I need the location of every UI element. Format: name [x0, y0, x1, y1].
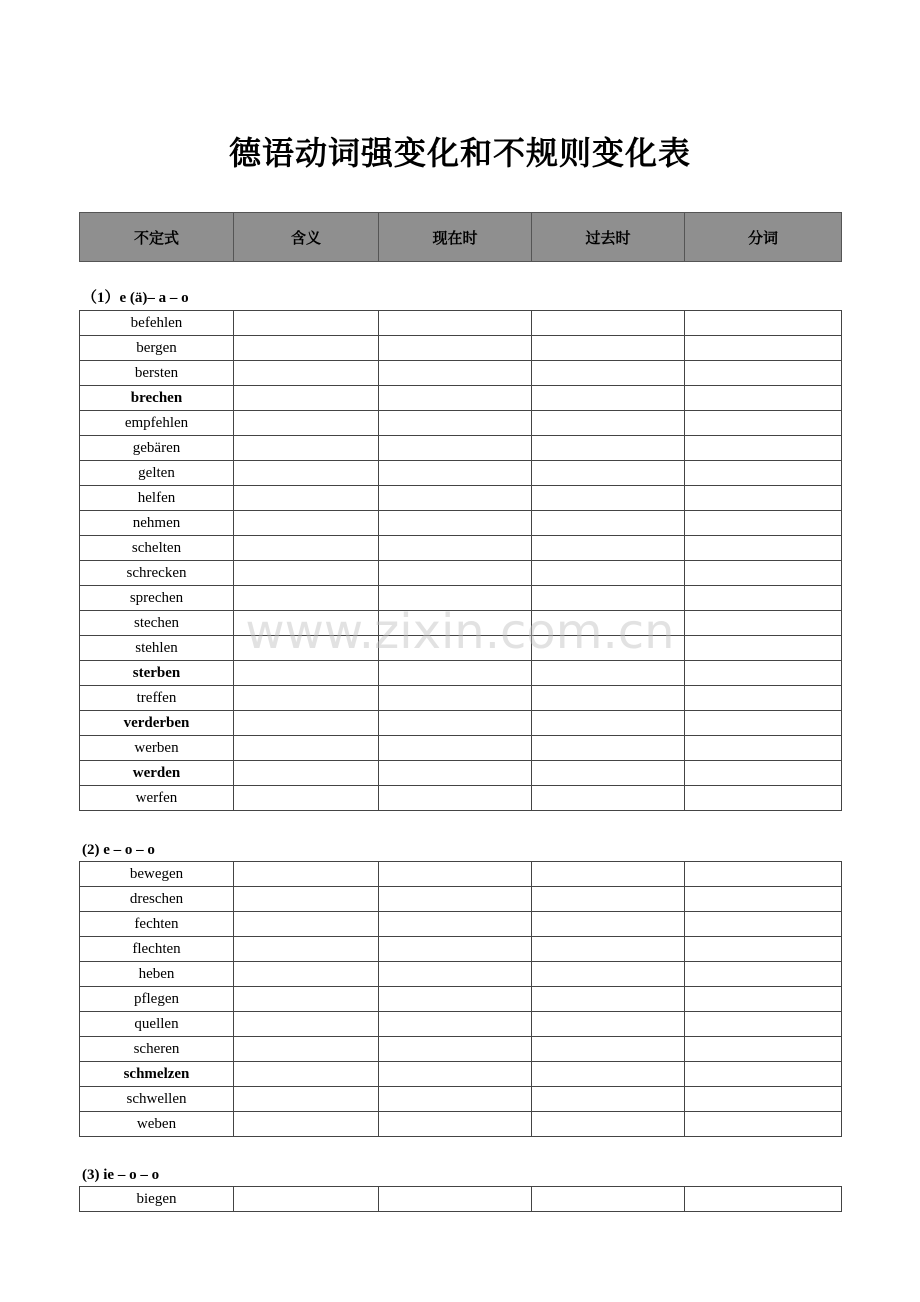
- present-cell: [379, 536, 532, 561]
- participle-cell: [685, 661, 842, 686]
- past-cell: [532, 962, 685, 987]
- past-cell: [532, 411, 685, 436]
- participle-cell: [685, 636, 842, 661]
- table-row: [80, 536, 842, 561]
- verb-table: [79, 1186, 842, 1212]
- meaning-cell: [234, 987, 379, 1012]
- meaning-cell: [234, 511, 379, 536]
- infinitive-cell: schelten: [80, 536, 234, 561]
- present-cell: [379, 311, 532, 336]
- participle-cell: [685, 561, 842, 586]
- group-label: (3) ie – o – o: [82, 1167, 160, 1183]
- participle-cell: [685, 486, 842, 511]
- verb-table: [79, 861, 842, 1137]
- participle-cell: [685, 761, 842, 786]
- meaning-cell: [234, 386, 379, 411]
- present-cell: [379, 436, 532, 461]
- infinitive-cell: stechen: [80, 611, 234, 636]
- table-row: [80, 386, 842, 411]
- table-row: [80, 1187, 842, 1212]
- table-row: [80, 436, 842, 461]
- participle-cell: [685, 912, 842, 937]
- past-cell: [532, 736, 685, 761]
- present-cell: [379, 1087, 532, 1112]
- meaning-cell: [234, 311, 379, 336]
- group-label: (2) e – o – o: [82, 842, 155, 858]
- table-row: [80, 1087, 842, 1112]
- participle-cell: [685, 436, 842, 461]
- present-cell: [379, 386, 532, 411]
- infinitive-cell: bersten: [80, 361, 234, 386]
- participle-cell: [685, 786, 842, 811]
- meaning-cell: [234, 711, 379, 736]
- participle-cell: [685, 1187, 842, 1212]
- meaning-cell: [234, 461, 379, 486]
- table-row: [80, 611, 842, 636]
- present-cell: [379, 636, 532, 661]
- past-cell: [532, 511, 685, 536]
- infinitive-cell: bergen: [80, 336, 234, 361]
- past-cell: [532, 1062, 685, 1087]
- present-cell: [379, 1112, 532, 1137]
- table-row: [80, 736, 842, 761]
- participle-cell: [685, 1087, 842, 1112]
- participle-cell: [685, 1112, 842, 1137]
- participle-cell: [685, 937, 842, 962]
- present-cell: [379, 1037, 532, 1062]
- infinitive-cell: weben: [80, 1112, 234, 1137]
- table-row: [80, 1037, 842, 1062]
- infinitive-cell: bewegen: [80, 862, 234, 887]
- present-cell: [379, 937, 532, 962]
- participle-cell: [685, 336, 842, 361]
- infinitive-cell: werfen: [80, 786, 234, 811]
- meaning-cell: [234, 1087, 379, 1112]
- table-row: [80, 411, 842, 436]
- meaning-cell: [234, 1062, 379, 1087]
- meaning-cell: [234, 1012, 379, 1037]
- infinitive-cell: fechten: [80, 912, 234, 937]
- present-cell: [379, 786, 532, 811]
- table-row: [80, 887, 842, 912]
- column-header-present: 现在时: [379, 213, 532, 262]
- past-cell: [532, 311, 685, 336]
- present-cell: [379, 887, 532, 912]
- past-cell: [532, 686, 685, 711]
- participle-cell: [685, 887, 842, 912]
- past-cell: [532, 386, 685, 411]
- past-cell: [532, 336, 685, 361]
- participle-cell: [685, 511, 842, 536]
- meaning-cell: [234, 636, 379, 661]
- table-row: [80, 786, 842, 811]
- table-row: [80, 711, 842, 736]
- table-row: [80, 962, 842, 987]
- meaning-cell: [234, 1187, 379, 1212]
- table-row: [80, 686, 842, 711]
- meaning-cell: [234, 611, 379, 636]
- present-cell: [379, 711, 532, 736]
- infinitive-cell: flechten: [80, 937, 234, 962]
- infinitive-cell: empfehlen: [80, 411, 234, 436]
- table-row: [80, 1012, 842, 1037]
- participle-cell: [685, 1037, 842, 1062]
- past-cell: [532, 536, 685, 561]
- participle-cell: [685, 711, 842, 736]
- infinitive-cell: werden: [80, 761, 234, 786]
- meaning-cell: [234, 536, 379, 561]
- present-cell: [379, 336, 532, 361]
- present-cell: [379, 511, 532, 536]
- meaning-cell: [234, 436, 379, 461]
- meaning-cell: [234, 561, 379, 586]
- infinitive-cell: schwellen: [80, 1087, 234, 1112]
- participle-cell: [685, 536, 842, 561]
- present-cell: [379, 361, 532, 386]
- infinitive-cell: biegen: [80, 1187, 234, 1212]
- present-cell: [379, 1012, 532, 1037]
- meaning-cell: [234, 686, 379, 711]
- meaning-cell: [234, 1112, 379, 1137]
- participle-cell: [685, 1062, 842, 1087]
- past-cell: [532, 786, 685, 811]
- table-row: [80, 1112, 842, 1137]
- past-cell: [532, 937, 685, 962]
- present-cell: [379, 912, 532, 937]
- table-row: [80, 486, 842, 511]
- participle-cell: [685, 962, 842, 987]
- past-cell: [532, 987, 685, 1012]
- meaning-cell: [234, 411, 379, 436]
- past-cell: [532, 611, 685, 636]
- meaning-cell: [234, 862, 379, 887]
- column-header-infinitive: 不定式: [80, 213, 234, 262]
- participle-cell: [685, 361, 842, 386]
- meaning-cell: [234, 912, 379, 937]
- present-cell: [379, 561, 532, 586]
- present-cell: [379, 1062, 532, 1087]
- past-cell: [532, 1087, 685, 1112]
- participle-cell: [685, 987, 842, 1012]
- infinitive-cell: brechen: [80, 386, 234, 411]
- past-cell: [532, 862, 685, 887]
- page-title: 德语动词强变化和不规则变化表: [228, 134, 691, 172]
- infinitive-cell: scheren: [80, 1037, 234, 1062]
- present-cell: [379, 686, 532, 711]
- present-cell: [379, 411, 532, 436]
- meaning-cell: [234, 361, 379, 386]
- past-cell: [532, 461, 685, 486]
- past-cell: [532, 1187, 685, 1212]
- infinitive-cell: verderben: [80, 711, 234, 736]
- past-cell: [532, 661, 685, 686]
- present-cell: [379, 486, 532, 511]
- past-cell: [532, 486, 685, 511]
- table-row: [80, 661, 842, 686]
- meaning-cell: [234, 336, 379, 361]
- past-cell: [532, 361, 685, 386]
- table-row: [80, 1062, 842, 1087]
- past-cell: [532, 711, 685, 736]
- past-cell: [532, 912, 685, 937]
- table-row: [80, 311, 842, 336]
- infinitive-cell: sterben: [80, 661, 234, 686]
- past-cell: [532, 636, 685, 661]
- table-row: [80, 912, 842, 937]
- present-cell: [379, 611, 532, 636]
- infinitive-cell: gebären: [80, 436, 234, 461]
- infinitive-cell: helfen: [80, 486, 234, 511]
- column-header-meaning: 含义: [234, 213, 379, 262]
- infinitive-cell: werben: [80, 736, 234, 761]
- infinitive-cell: treffen: [80, 686, 234, 711]
- table-row: [80, 937, 842, 962]
- participle-cell: [685, 736, 842, 761]
- meaning-cell: [234, 486, 379, 511]
- meaning-cell: [234, 661, 379, 686]
- present-cell: [379, 661, 532, 686]
- table-row: [80, 586, 842, 611]
- infinitive-cell: heben: [80, 962, 234, 987]
- participle-cell: [685, 411, 842, 436]
- column-header-past: 过去时: [532, 213, 685, 262]
- infinitive-cell: schmelzen: [80, 1062, 234, 1087]
- infinitive-cell: pflegen: [80, 987, 234, 1012]
- past-cell: [532, 436, 685, 461]
- present-cell: [379, 862, 532, 887]
- table-row: [80, 461, 842, 486]
- meaning-cell: [234, 962, 379, 987]
- infinitive-cell: nehmen: [80, 511, 234, 536]
- present-cell: [379, 461, 532, 486]
- past-cell: [532, 761, 685, 786]
- table-row: [80, 511, 842, 536]
- past-cell: [532, 1012, 685, 1037]
- present-cell: [379, 736, 532, 761]
- meaning-cell: [234, 786, 379, 811]
- column-header-table: [79, 212, 842, 262]
- present-cell: [379, 1187, 532, 1212]
- table-row: [80, 987, 842, 1012]
- participle-cell: [685, 386, 842, 411]
- present-cell: [379, 987, 532, 1012]
- infinitive-cell: stehlen: [80, 636, 234, 661]
- table-row: [80, 761, 842, 786]
- past-cell: [532, 1037, 685, 1062]
- infinitive-cell: gelten: [80, 461, 234, 486]
- infinitive-cell: quellen: [80, 1012, 234, 1037]
- meaning-cell: [234, 586, 379, 611]
- group-label: （1）e (ä)– a – o: [82, 290, 189, 306]
- verb-table: [79, 310, 842, 811]
- meaning-cell: [234, 887, 379, 912]
- participle-cell: [685, 1012, 842, 1037]
- present-cell: [379, 962, 532, 987]
- meaning-cell: [234, 761, 379, 786]
- present-cell: [379, 761, 532, 786]
- participle-cell: [685, 686, 842, 711]
- present-cell: [379, 586, 532, 611]
- past-cell: [532, 561, 685, 586]
- infinitive-cell: befehlen: [80, 311, 234, 336]
- participle-cell: [685, 461, 842, 486]
- participle-cell: [685, 311, 842, 336]
- table-row: [80, 561, 842, 586]
- participle-cell: [685, 862, 842, 887]
- table-row: [80, 862, 842, 887]
- infinitive-cell: dreschen: [80, 887, 234, 912]
- column-header-participle: 分词: [685, 213, 842, 262]
- table-row: [80, 636, 842, 661]
- table-row: [80, 336, 842, 361]
- meaning-cell: [234, 1037, 379, 1062]
- past-cell: [532, 887, 685, 912]
- past-cell: [532, 1112, 685, 1137]
- table-row: [80, 361, 842, 386]
- past-cell: [532, 586, 685, 611]
- watermark: www.zixin.com.cn: [245, 604, 675, 660]
- meaning-cell: [234, 937, 379, 962]
- infinitive-cell: sprechen: [80, 586, 234, 611]
- infinitive-cell: schrecken: [80, 561, 234, 586]
- participle-cell: [685, 586, 842, 611]
- participle-cell: [685, 611, 842, 636]
- meaning-cell: [234, 736, 379, 761]
